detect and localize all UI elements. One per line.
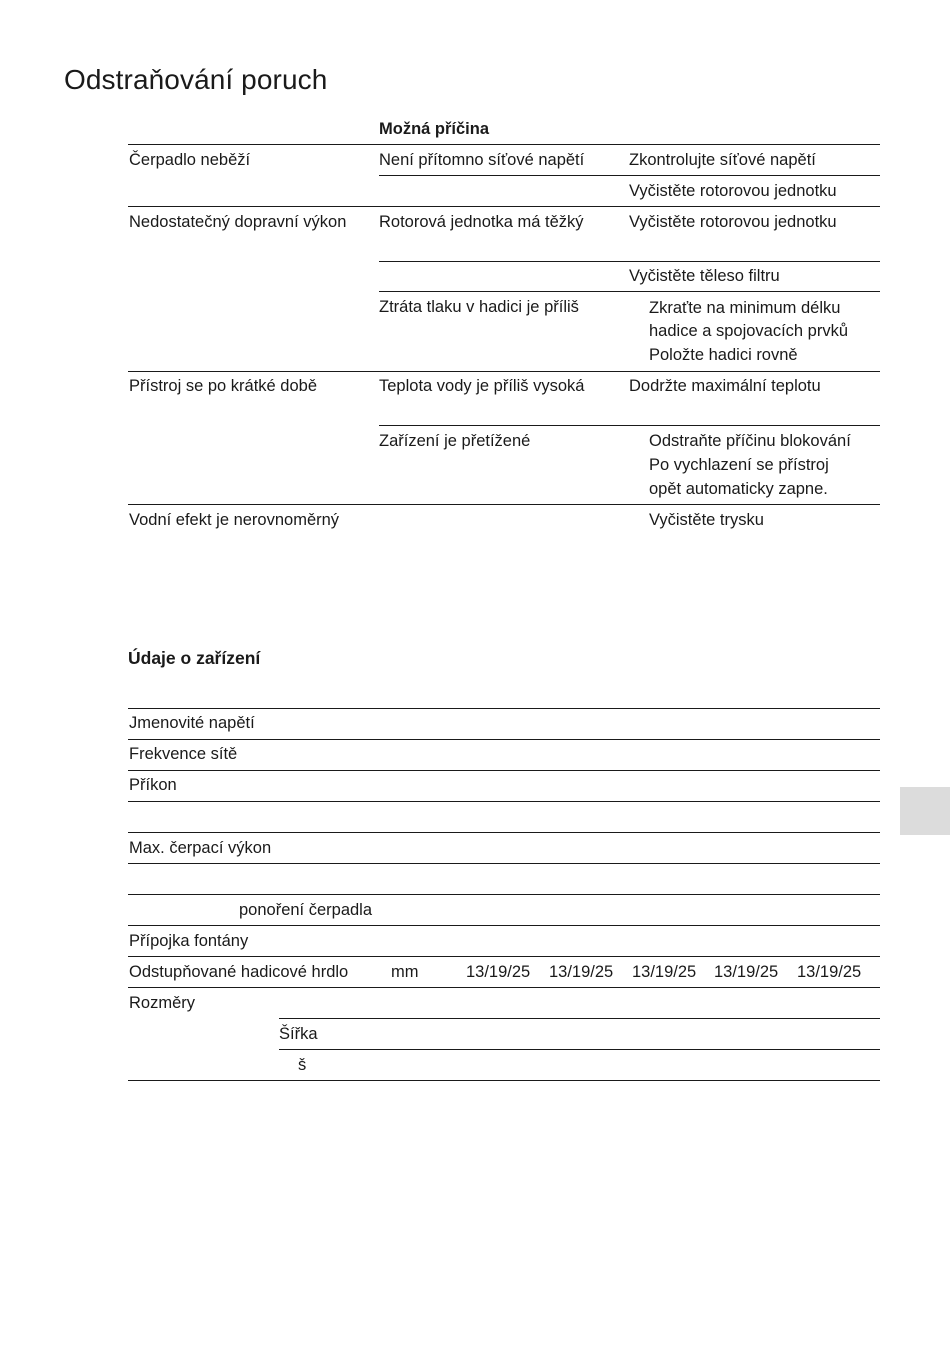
table-divider [128, 144, 880, 145]
table-divider [128, 801, 880, 802]
table-divider [128, 956, 880, 957]
table-divider [379, 425, 880, 426]
table-divider [128, 504, 880, 505]
spec-value: 13/19/25 [632, 963, 697, 981]
spec-label: š [298, 1056, 307, 1074]
problem-cell: Přístroj se po krátké době [129, 377, 318, 395]
remedy-cell: Vyčistěte rotorovou jednotku [629, 213, 837, 231]
table-divider [128, 894, 880, 895]
table-divider [128, 708, 880, 709]
table-divider [128, 1080, 880, 1081]
remedy-cell: Zkraťte na minimum délku [649, 299, 841, 317]
cause-cell: Zařízení je přetížené [379, 432, 531, 450]
remedy-cell: Zkontrolujte síťové napětí [629, 151, 816, 169]
page-title: Odstraňování poruch [64, 64, 328, 95]
spec-label: Frekvence sítě [129, 745, 238, 763]
spec-label: Příkon [129, 776, 177, 794]
table-divider [128, 371, 880, 372]
problem-cell: Čerpadlo neběží [129, 151, 251, 169]
spec-label: Max. čerpací výkon [129, 839, 272, 857]
spec-label: Rozměry [129, 994, 196, 1012]
remedy-cell: Odstraňte příčinu blokování [649, 432, 851, 450]
cause-cell: Teplota vody je příliš vysoká [379, 377, 585, 395]
cause-cell: Není přítomno síťové napětí [379, 151, 585, 169]
table-divider [379, 175, 880, 176]
table-divider [379, 261, 880, 262]
spec-value: 13/19/25 [466, 963, 531, 981]
table-divider [128, 832, 880, 833]
table-divider [128, 987, 880, 988]
spec-unit: mm [391, 963, 419, 981]
remedy-cell: Po vychlazení se přístroj [649, 456, 829, 474]
spec-label: Přípojka fontány [129, 932, 249, 950]
remedy-cell: Vyčistěte trysku [649, 511, 764, 529]
side-tab-marker [900, 787, 950, 835]
spec-label: ponoření čerpadla [239, 901, 373, 919]
remedy-cell: hadice a spojovacích prvků [649, 322, 849, 340]
spec-label: Šířka [279, 1025, 318, 1043]
section-title-device-data: Údaje o zařízení [128, 648, 261, 668]
table-divider [128, 770, 880, 771]
table-divider [279, 1018, 880, 1019]
remedy-cell: opět automaticky zapne. [649, 480, 828, 498]
table-divider [128, 863, 880, 864]
cause-cell: Ztráta tlaku v hadici je příliš [379, 298, 579, 316]
spec-value: 13/19/25 [549, 963, 614, 981]
table-divider [128, 925, 880, 926]
spec-label: Jmenovité napětí [129, 714, 255, 732]
table-divider [279, 1049, 880, 1050]
spec-value: 13/19/25 [797, 963, 862, 981]
spec-value: 13/19/25 [714, 963, 779, 981]
remedy-cell: Položte hadici rovně [649, 346, 798, 364]
table-divider [379, 291, 880, 292]
remedy-cell: Vyčistěte rotorovou jednotku [629, 182, 837, 200]
problem-cell: Nedostatečný dopravní výkon [129, 213, 347, 231]
table-divider [128, 206, 880, 207]
table-divider [128, 739, 880, 740]
cause-cell: Rotorová jednotka má těžký [379, 213, 584, 231]
spec-label: Odstupňované hadicové hrdlo [129, 963, 349, 981]
header-possible-cause: Možná příčina [379, 120, 490, 138]
remedy-cell: Dodržte maximální teplotu [629, 377, 821, 395]
remedy-cell: Vyčistěte těleso filtru [629, 267, 780, 285]
problem-cell: Vodní efekt je nerovnoměrný [129, 511, 340, 529]
